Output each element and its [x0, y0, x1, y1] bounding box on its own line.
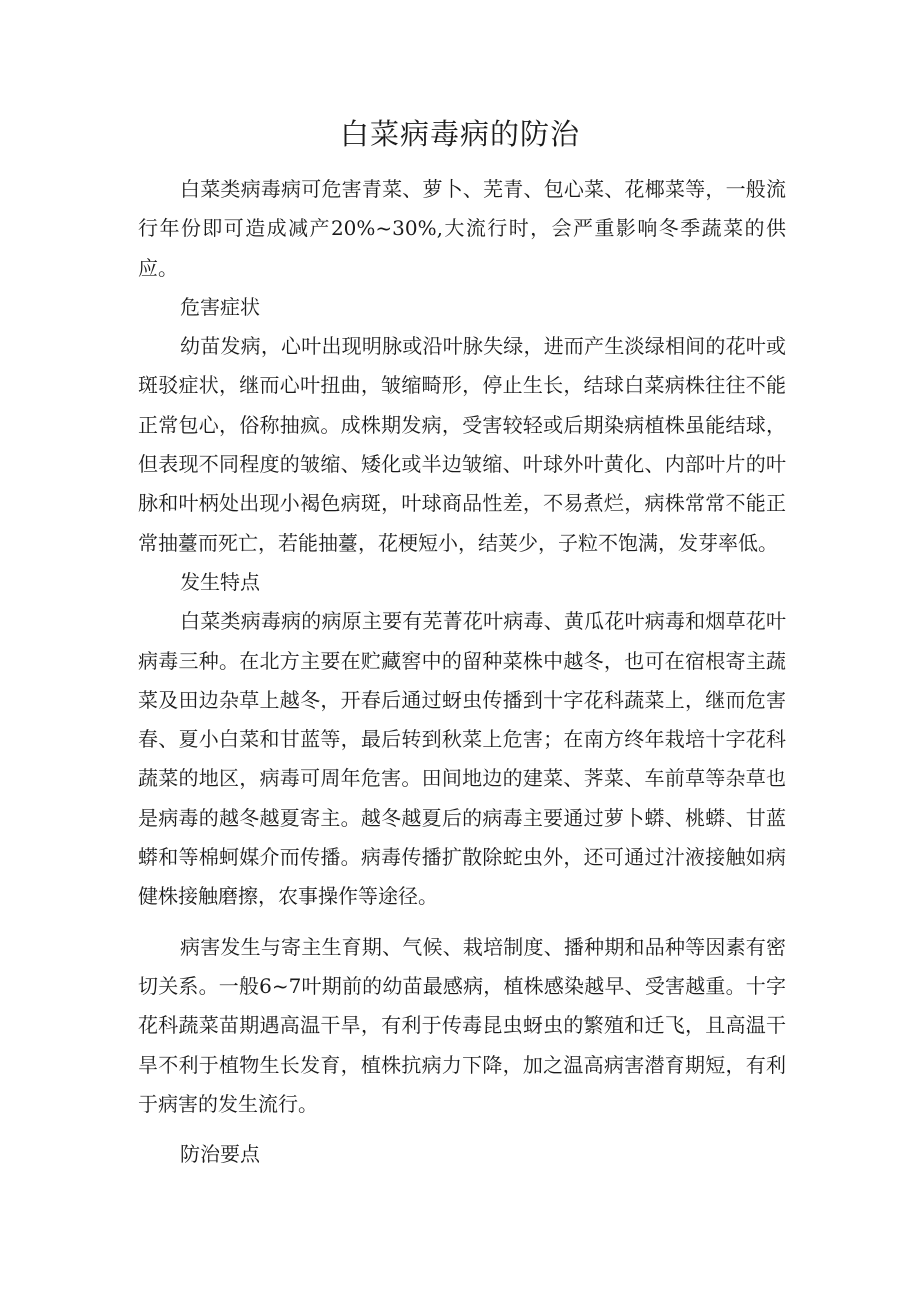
section-heading-control: 防治要点	[180, 1142, 260, 1167]
intro-paragraph: 白菜类病毒病可危害青菜、萝卜、芜青、包心菜、花椰菜等，一般流行年份即可造成减产20%~30%,大流行时，会严重影响冬季蔬菜的供应。	[138, 177, 786, 280]
section-heading-occurrence: 发生特点	[180, 569, 260, 594]
occurrence-paragraph-1: 白菜类病毒病的病原主要有芜菁花叶病毒、黄瓜花叶病毒和烟草花叶病毒三种。在北方主要在贮藏窖中的留种菜株中越冬，也可在宿根寄主蔬菜及田边杂草上越冬，开春后通过蚜虫传播到十字花科蔬菜上，继而危害春、夏小白菜和甘蓝等，最后转到秋菜上危害；在南方终年栽培十字花科蔬菜的地区，病毒可周年危害。田间地边的建菜、荠菜、车前草等杂草也是病毒的越冬越夏寄主。越冬越夏后的病毒主要通过萝卜蟒、桃蟒、甘蓝蟒和等棉蚵媒介而传播。病毒传播扩散除蛇虫外，还可通过汁液接触如病健株接触磨擦，农事操作等途径。	[138, 609, 786, 909]
document-title: 白菜病毒病的防治	[339, 117, 580, 151]
section-heading-symptoms: 危害症状	[180, 294, 260, 319]
document-body	[138, 170, 786, 1174]
occurrence-paragraph-2: 病害发生与寄主生育期、气候、栽培制度、播种期和品种等因素有密切关系。一般6~7叶期前的幼苗最感病，植株感染越早、受害越重。十字花科蔬菜苗期遇高温干旱，有利于传毒昆虫蚜虫的繁殖和迁飞，且高温干旱不利于植物生长发育，植株抗病力下降，加之温高病害潜育期短，有利于病害的发生流行。	[138, 934, 786, 1116]
symptoms-paragraph: 幼苗发病，心叶出现明脉或沿叶脉失绿，进而产生淡绿相间的花叶或斑驳症状，继而心叶扭曲，皱缩畸形，停止生长，结球白菜病株往往不能正常包心，俗称抽疯。成株期发病，受害较轻或后期染病植株虽能结球，但表现不同程度的皱缩、矮化或半边皱缩、叶球外叶黄化、内部叶片的叶脉和叶柄处出现小褐色病斑，叶球商品性差，不易煮烂，病株常常不能正常抽薹而死亡，若能抽薹，花梗短小，结荚少，子粒不饱满，发芽率低。	[138, 334, 786, 555]
